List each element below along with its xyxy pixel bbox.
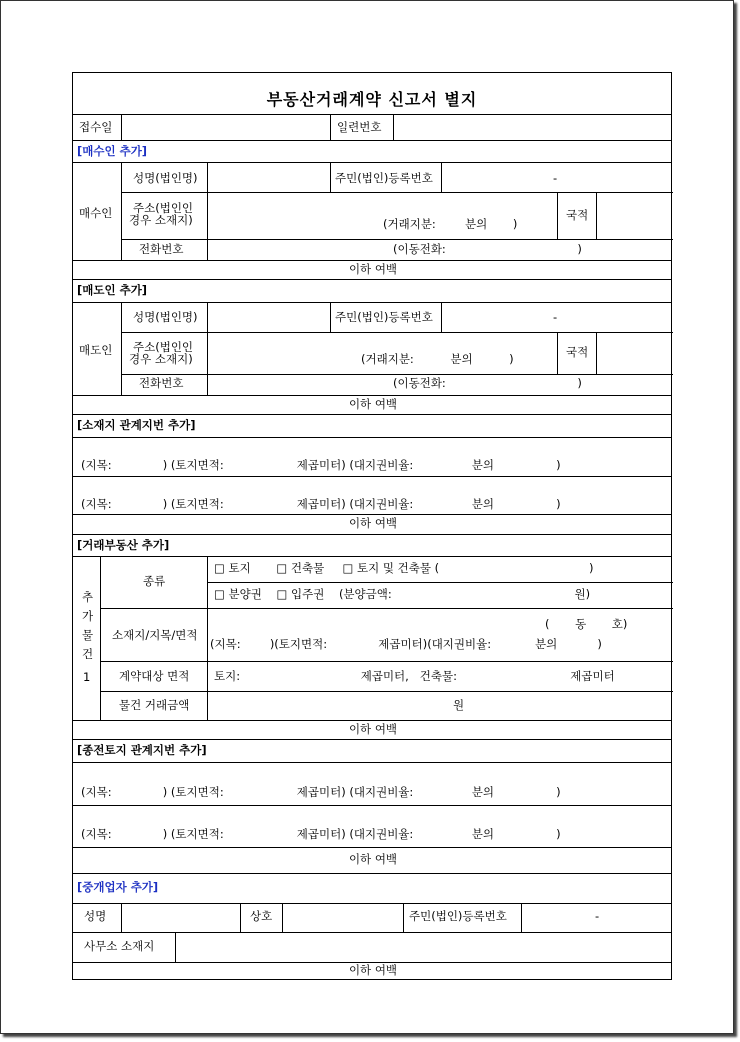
buyer-section-title: [매수인 추가] <box>77 144 148 158</box>
agent-id-field[interactable]: - <box>595 909 600 923</box>
buyer-blank-note: 이하 여백 <box>348 262 398 276</box>
agent-business-label: 상호 <box>250 909 273 923</box>
receipt-date-label: 접수일 <box>79 120 113 134</box>
buyer-name-field[interactable] <box>209 165 327 187</box>
related-lot-row-1[interactable]: (지목: ) (토지면적: 제곱미터) (대지권비율: 분의 ) <box>81 458 561 472</box>
seller-mobile-text[interactable]: (이동전화: ) <box>393 376 582 390</box>
agent-section-title: [중개업자 추가] <box>77 880 159 894</box>
buyer-mobile-text[interactable]: (이동전화: ) <box>393 242 582 256</box>
property-location-row[interactable]: (지목: )(토지면적: 제곱미터)(대지권비율: 분의 ) <box>210 637 602 651</box>
related-lots-section-title: [소재지 관계지번 추가] <box>77 418 196 432</box>
seller-nationality-field[interactable] <box>598 335 670 371</box>
buyer-phone-label: 전화번호 <box>139 242 184 256</box>
agent-name-label: 성명 <box>84 909 107 923</box>
property-type-options-row-2[interactable]: □ 분양권 □ 입주권 (분양금액: 원) <box>214 587 591 601</box>
buyer-address-label-1: 주소(법인인 <box>133 201 194 215</box>
serial-number-label: 일련번호 <box>337 120 382 134</box>
property-unit-text[interactable]: ( 동 호) <box>545 617 628 631</box>
property-side-char-4: 건 <box>82 647 94 661</box>
related-lots-blank-note: 이하 여백 <box>348 516 398 530</box>
property-area-row[interactable]: 토지: 제곱미터, 건축물: 제곱미터 <box>214 669 615 683</box>
buyer-nationality-field[interactable] <box>598 195 670 235</box>
previous-lots-section-title: [종전토지 관계지번 추가] <box>77 743 207 757</box>
buyer-id-label: 주민(법인)등록번호 <box>335 171 433 185</box>
seller-nationality-label: 국적 <box>566 345 589 359</box>
seller-address-label-1: 주소(법인인 <box>133 340 194 354</box>
property-blank-note: 이하 여백 <box>348 722 398 736</box>
receipt-date-field[interactable] <box>123 116 328 136</box>
property-type-options-row-1[interactable]: □ 토지 □ 건축물 □ 토지 및 건축물 ( ) <box>214 561 594 575</box>
property-side-char-2: 가 <box>82 609 94 623</box>
seller-id-label: 주민(법인)등록번호 <box>335 310 433 324</box>
seller-blank-note: 이하 여백 <box>348 397 398 411</box>
serial-number-field[interactable] <box>395 116 669 136</box>
property-price-label: 물건 거래금액 <box>119 698 190 712</box>
seller-name-label: 성명(법인명) <box>133 310 198 324</box>
agent-business-field[interactable] <box>284 905 401 929</box>
seller-section-title: [매도인 추가] <box>77 283 148 297</box>
property-location-label: 소재지/지목/면적 <box>112 628 198 642</box>
property-side-char-1: 추 <box>82 590 94 604</box>
seller-phone-label: 전화번호 <box>139 376 184 390</box>
seller-id-field[interactable]: - <box>553 310 558 324</box>
buyer-nationality-label: 국적 <box>566 208 589 222</box>
property-type-label: 종류 <box>143 574 166 588</box>
buyer-id-field[interactable]: - <box>553 171 558 185</box>
report-form <box>72 72 672 980</box>
previous-lots-blank-note: 이하 여백 <box>348 852 398 866</box>
seller-address-label-2: 경우 소재지) <box>129 352 193 366</box>
seller-name-field[interactable] <box>209 305 327 327</box>
property-area-label: 계약대상 면적 <box>119 669 190 683</box>
property-side-char-3: 물 <box>82 628 94 642</box>
seller-share-text[interactable]: (거래지분: 분의 ) <box>361 352 514 366</box>
agent-office-label: 사무소 소재지 <box>84 939 155 953</box>
property-side-char-5: 1 <box>83 670 91 684</box>
agent-name-field[interactable] <box>123 905 238 929</box>
buyer-address-label-2: 경우 소재지) <box>129 213 193 227</box>
buyer-name-label: 성명(법인명) <box>133 171 198 185</box>
property-section-title: [거래부동산 추가] <box>77 538 170 552</box>
buyer-side-label: 매수인 <box>79 206 113 220</box>
property-price-unit[interactable]: 원 <box>453 698 465 712</box>
form-title: 부동산거래계약 신고서 별지 <box>266 90 478 109</box>
previous-lot-row-2[interactable]: (지목: ) (토지면적: 제곱미터) (대지권비율: 분의 ) <box>81 827 561 841</box>
agent-id-label: 주민(법인)등록번호 <box>409 909 507 923</box>
seller-side-label: 매도인 <box>79 343 113 357</box>
agent-blank-note: 이하 여백 <box>348 963 398 977</box>
previous-lot-row-1[interactable]: (지목: ) (토지면적: 제곱미터) (대지권비율: 분의 ) <box>81 785 561 799</box>
buyer-share-text[interactable]: (거래지분: 분의 ) <box>383 217 518 231</box>
agent-office-field[interactable] <box>177 934 670 959</box>
related-lot-row-2[interactable]: (지목: ) (토지면적: 제곱미터) (대지권비율: 분의 ) <box>81 497 561 511</box>
